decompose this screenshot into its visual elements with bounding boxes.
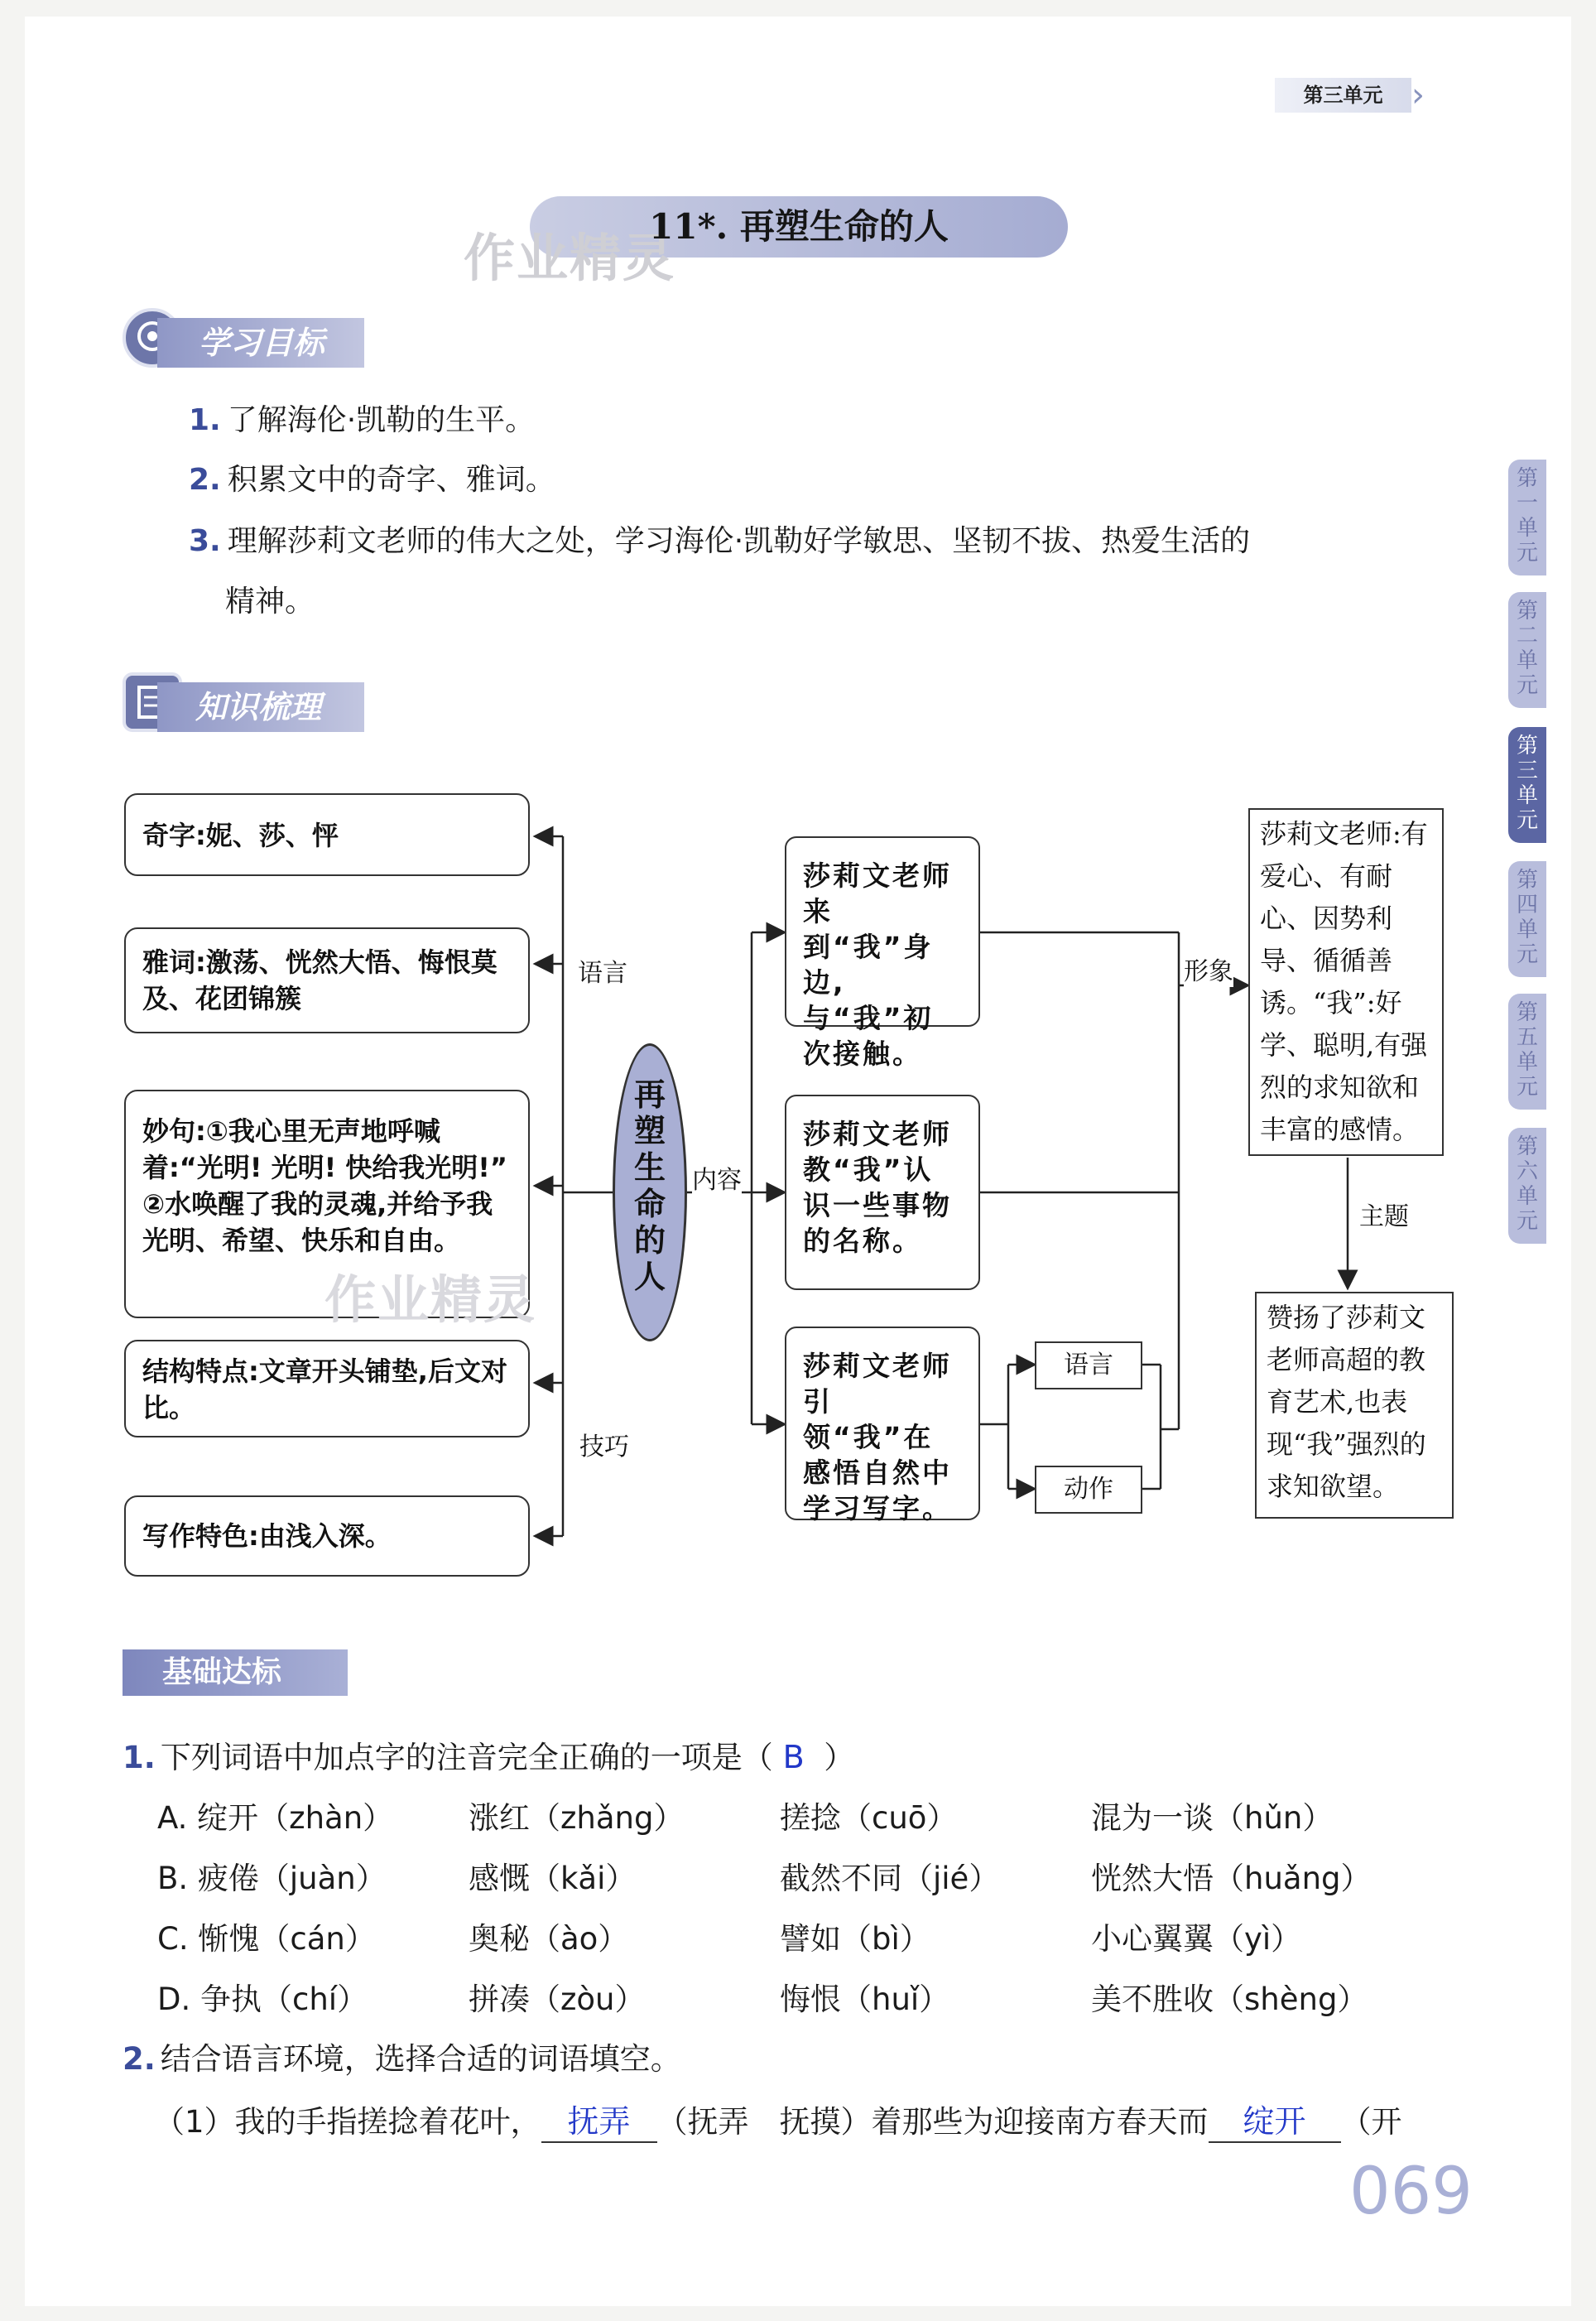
- option-cell: D. 争执（chí）: [157, 1982, 368, 2017]
- watermark: 作业精灵: [464, 228, 676, 288]
- answer-blank[interactable]: 抚弄: [541, 2102, 657, 2143]
- knowledge-heading: 知识梳理: [157, 682, 364, 732]
- label-theme: 主题: [1359, 1196, 1409, 1232]
- diagram-box-writing: 写作特色:由浅入深。: [124, 1495, 530, 1577]
- option-cell: 搓捻（cuō）: [780, 1800, 958, 1836]
- tab-unit-2[interactable]: 第二单元: [1508, 592, 1546, 708]
- tab-unit-5[interactable]: 第五单元: [1508, 994, 1546, 1110]
- option-cell: B. 疲倦（juàn）: [157, 1861, 387, 1896]
- answer-1: B: [782, 1739, 805, 1775]
- goal-item: 1. 了解海伦·凯勒的生平。: [189, 403, 536, 437]
- goals-heading: 学习目标: [157, 318, 364, 368]
- diagram-box-structure: 结构特点:文章开头铺垫,后文对比。: [124, 1340, 530, 1437]
- option-cell: C. 惭愧（cán）: [157, 1921, 376, 1957]
- question-2: 2. 结合语言环境，选择合适的词语填空。: [123, 2041, 681, 2077]
- diagram-box-nature-writing: 莎莉文老师引领“我”在感悟自然中学习写字。: [785, 1327, 980, 1520]
- option-cell: 感慨（kǎi）: [469, 1861, 637, 1896]
- diagram-box-sub-language: 语言: [1035, 1341, 1142, 1389]
- label-technique: 技巧: [579, 1426, 629, 1462]
- option-cell: 奥秘（ào）: [469, 1921, 629, 1957]
- tab-unit-1[interactable]: 第一单元: [1508, 460, 1546, 575]
- diagram-center-label: 再塑生命的人: [633, 1076, 666, 1295]
- diagram-box-first-contact: 莎莉文老师来到“我”身边,与“我”初次接触。: [785, 836, 980, 1027]
- option-cell: 悔恨（huǐ）: [780, 1982, 950, 2017]
- question-2-sub-1: （1）我的手指搓捻着花叶， 抚弄 （抚弄 抚摸）着那些为迎接南方春天而 绽开 （开: [154, 2102, 1402, 2143]
- diagram-box-elegant-words: 雅词:激荡、恍然大悟、悔恨莫及、花团锦簇: [124, 927, 530, 1033]
- watermark: 作业精灵: [324, 1269, 537, 1330]
- option-cell: 截然不同（jié）: [780, 1861, 1000, 1896]
- answer-blank[interactable]: 绽开: [1209, 2102, 1341, 2143]
- basics-heading: 基础达标: [123, 1649, 348, 1696]
- diagram-box-characters: 莎莉文老师:有爱心、有耐心、因势利导、循循善诱。“我”:好学、聪明,有强烈的求知欲和丰富的感情。: [1248, 808, 1444, 1156]
- diagram-box-fine-sentences: 妙句:①我心里无声地呼喊着:“光明! 光明! 快给我光明!” ②水唤醒了我的灵魂,并给予我光明、希望、快乐和自由。: [124, 1090, 530, 1318]
- option-cell: 恍然大悟（huǎng）: [1091, 1861, 1372, 1896]
- chevron-right-icon: ›: [1411, 76, 1425, 114]
- page-number: 069: [1349, 2155, 1473, 2229]
- diagram-box-rare-chars: 奇字:妮、莎、怦: [124, 793, 530, 876]
- option-cell: 涨红（zhǎng）: [469, 1800, 685, 1836]
- label-content: 内容: [692, 1159, 742, 1196]
- option-cell: A. 绽开（zhàn）: [157, 1800, 394, 1836]
- option-cell: 譬如（bì）: [780, 1921, 930, 1957]
- goal-item: 精神。: [225, 585, 315, 619]
- goal-item: 2. 积累文中的奇字、雅词。: [189, 463, 555, 497]
- unit-badge: 第三单元: [1275, 78, 1411, 113]
- label-image: 形象: [1184, 951, 1233, 987]
- option-cell: 拼凑（zòu）: [469, 1982, 646, 2017]
- question-1: 1. 下列词语中加点字的注音完全正确的一项是（ B ）: [123, 1739, 855, 1775]
- goal-item: 3. 理解莎莉文老师的伟大之处，学习海伦·凯勒好学敏思、坚韧不拔、热爱生活的: [189, 524, 1251, 558]
- tab-unit-4[interactable]: 第四单元: [1508, 861, 1546, 977]
- option-cell: 混为一谈（hǔn）: [1091, 1800, 1334, 1836]
- tab-unit-6[interactable]: 第六单元: [1508, 1128, 1546, 1244]
- option-cell: 美不胜收（shèng）: [1091, 1982, 1368, 2017]
- label-language: 语言: [578, 952, 627, 989]
- page-title: 11*. 再塑生命的人: [649, 206, 949, 247]
- diagram-box-theme: 赞扬了莎莉文老师高超的教育艺术,也表现“我”强烈的求知欲望。: [1255, 1292, 1454, 1519]
- tab-unit-3[interactable]: 第三单元: [1508, 727, 1546, 843]
- diagram-box-naming: 莎莉文老师教“我”认识一些事物的名称。: [785, 1095, 980, 1290]
- option-cell: 小心翼翼（yì）: [1091, 1921, 1302, 1957]
- diagram-box-sub-action: 动作: [1035, 1466, 1142, 1514]
